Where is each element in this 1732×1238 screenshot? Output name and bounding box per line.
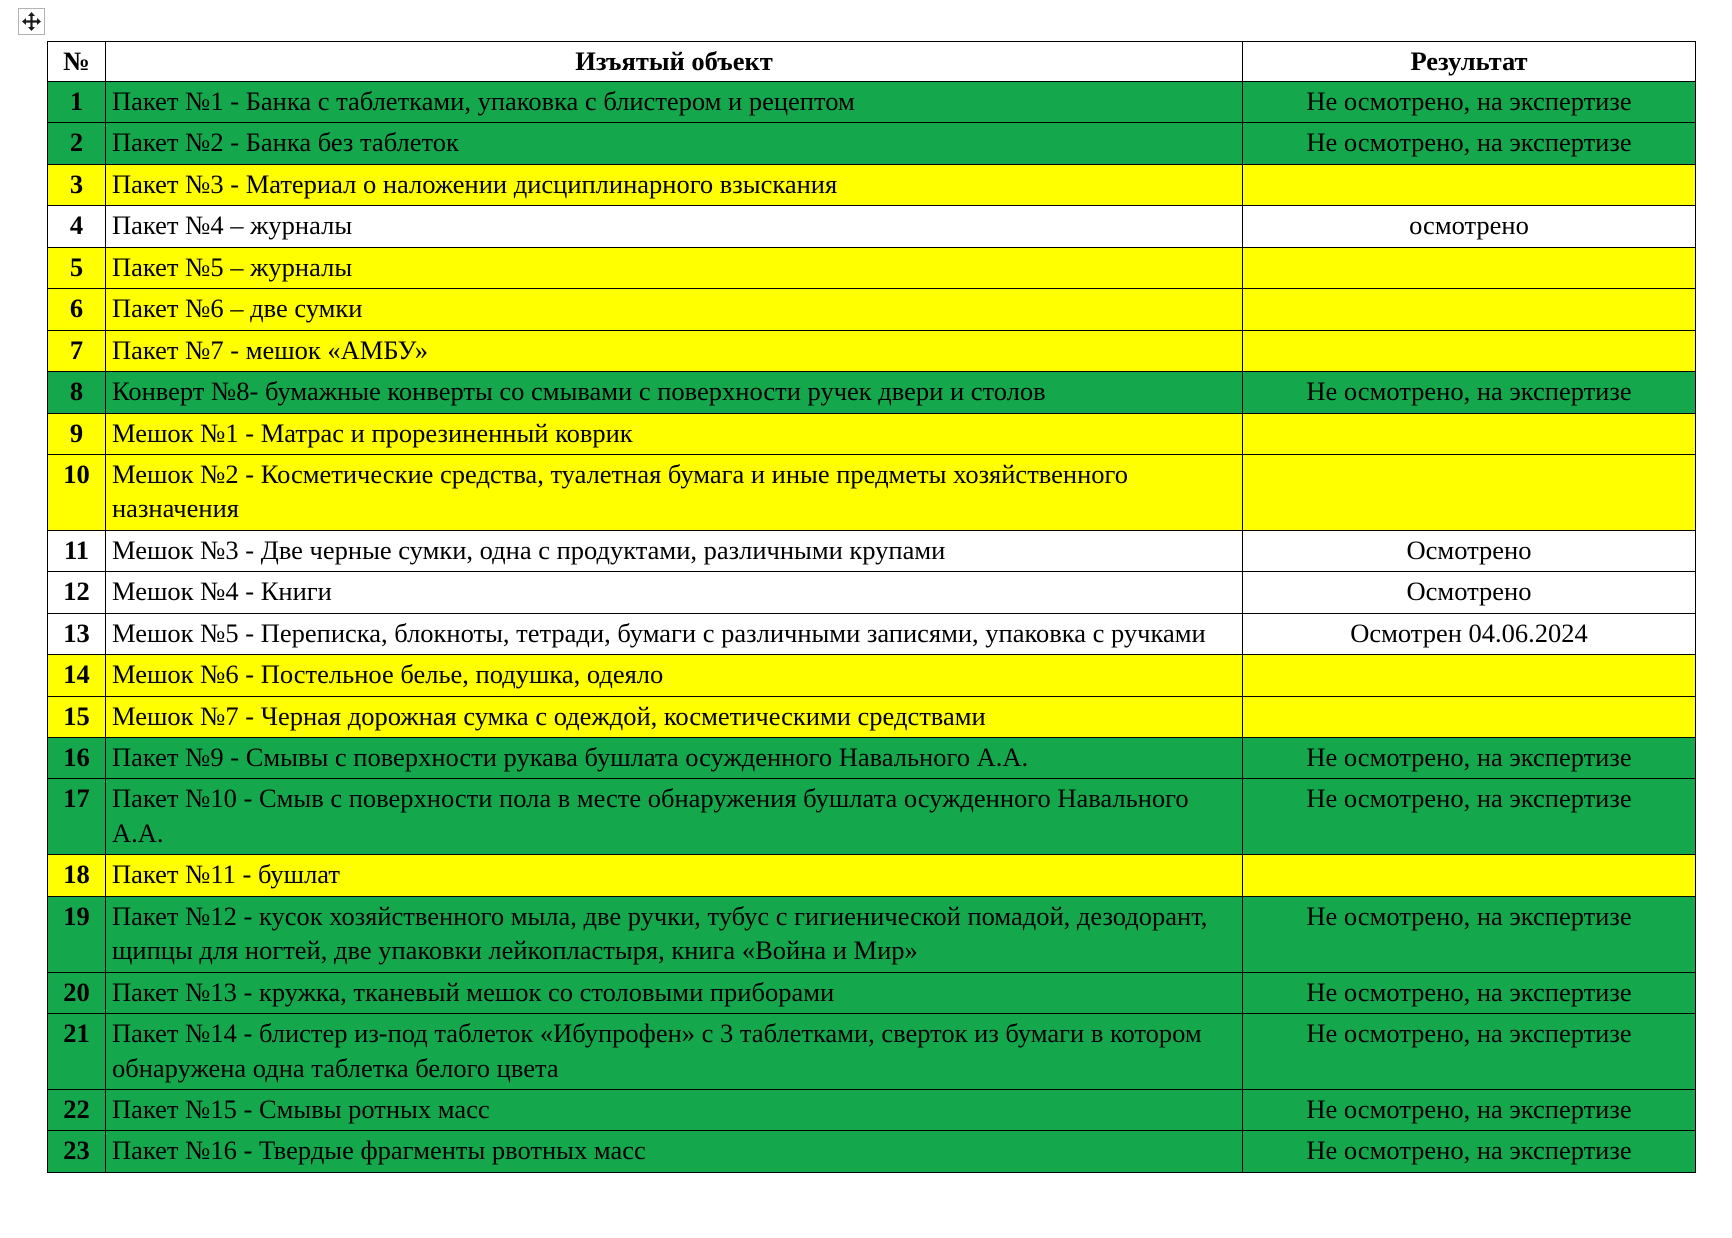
evidence-table-container bbox=[47, 41, 1695, 1173]
evidence-table bbox=[47, 41, 1696, 1173]
cell-object: Пакет №4 – журналы bbox=[106, 206, 1243, 247]
table-row bbox=[48, 1014, 1696, 1090]
cell-result: Не осмотрено, на экспертизе bbox=[1243, 1089, 1696, 1130]
column-header-object: Изъятый объект bbox=[106, 42, 1243, 82]
table-row bbox=[48, 247, 1696, 288]
cell-object: Пакет №16 - Твердые фрагменты рвотных масс bbox=[106, 1131, 1243, 1172]
table-row bbox=[48, 696, 1696, 737]
cell-num: 7 bbox=[48, 330, 106, 371]
cell-object: Мешок №7 - Черная дорожная сумка с одеждой, косметическими средствами bbox=[106, 696, 1243, 737]
table-row bbox=[48, 738, 1696, 779]
cell-num: 14 bbox=[48, 655, 106, 696]
cell-num: 12 bbox=[48, 572, 106, 613]
cell-object: Пакет №14 - блистер из-под таблеток «Ибупрофен» с 3 таблетками, сверток из бумаги в котором обнаружена одна таблетка белого цвета bbox=[106, 1014, 1243, 1090]
cell-result: осмотрено bbox=[1243, 206, 1696, 247]
cell-result: Не осмотрено, на экспертизе bbox=[1243, 738, 1696, 779]
cell-result: Не осмотрено, на экспертизе bbox=[1243, 1014, 1696, 1090]
cell-result: Осмотрен 04.06.2024 bbox=[1243, 613, 1696, 654]
cell-result bbox=[1243, 855, 1696, 896]
cell-num: 3 bbox=[48, 164, 106, 205]
cell-result: Не осмотрено, на экспертизе bbox=[1243, 779, 1696, 855]
cell-object: Пакет №15 - Смывы ротных масс bbox=[106, 1089, 1243, 1130]
cell-result: Осмотрено bbox=[1243, 530, 1696, 571]
cell-result: Не осмотрено, на экспертизе bbox=[1243, 1131, 1696, 1172]
cell-num: 23 bbox=[48, 1131, 106, 1172]
cell-object: Пакет №5 – журналы bbox=[106, 247, 1243, 288]
cell-num: 15 bbox=[48, 696, 106, 737]
cell-result: Не осмотрено, на экспертизе bbox=[1243, 372, 1696, 413]
table-row bbox=[48, 289, 1696, 330]
cell-object: Пакет №1 - Банка с таблетками, упаковка с блистером и рецептом bbox=[106, 82, 1243, 123]
table-row bbox=[48, 572, 1696, 613]
cell-result bbox=[1243, 247, 1696, 288]
cell-object: Мешок №3 - Две черные сумки, одна с продуктами, различными крупами bbox=[106, 530, 1243, 571]
cell-num: 1 bbox=[48, 82, 106, 123]
cell-object: Пакет №12 - кусок хозяйственного мыла, две ручки, тубус с гигиенической помадой, дезодорант, щипцы для ногтей, две упаковки лейкопластыря, книга «Война и Мир» bbox=[106, 896, 1243, 972]
table-row bbox=[48, 454, 1696, 530]
cell-object: Пакет №11 - бушлат bbox=[106, 855, 1243, 896]
table-row bbox=[48, 206, 1696, 247]
cell-num: 21 bbox=[48, 1014, 106, 1090]
cell-object: Конверт №8- бумажные конверты со смывами с поверхности ручек двери и столов bbox=[106, 372, 1243, 413]
cell-result bbox=[1243, 454, 1696, 530]
cell-num: 11 bbox=[48, 530, 106, 571]
table-row bbox=[48, 855, 1696, 896]
cell-result: Не осмотрено, на экспертизе bbox=[1243, 123, 1696, 164]
cell-num: 19 bbox=[48, 896, 106, 972]
cell-num: 13 bbox=[48, 613, 106, 654]
table-row bbox=[48, 1089, 1696, 1130]
table-body bbox=[48, 82, 1696, 1173]
column-header-result: Результат bbox=[1243, 42, 1696, 82]
cell-object: Пакет №7 - мешок «АМБУ» bbox=[106, 330, 1243, 371]
cell-result bbox=[1243, 164, 1696, 205]
table-row bbox=[48, 330, 1696, 371]
table-row bbox=[48, 1131, 1696, 1172]
cell-num: 10 bbox=[48, 454, 106, 530]
table-header bbox=[48, 42, 1696, 82]
cell-num: 17 bbox=[48, 779, 106, 855]
cell-object: Пакет №3 - Материал о наложении дисциплинарного взыскания bbox=[106, 164, 1243, 205]
cell-object: Мешок №5 - Переписка, блокноты, тетради, бумаги с различными записями, упаковка с ручками bbox=[106, 613, 1243, 654]
cell-num: 9 bbox=[48, 413, 106, 454]
cell-num: 8 bbox=[48, 372, 106, 413]
cell-num: 18 bbox=[48, 855, 106, 896]
cell-object: Мешок №4 - Книги bbox=[106, 572, 1243, 613]
cell-result: Не осмотрено, на экспертизе bbox=[1243, 972, 1696, 1013]
table-row bbox=[48, 164, 1696, 205]
header-row bbox=[48, 42, 1696, 82]
cell-result: Не осмотрено, на экспертизе bbox=[1243, 82, 1696, 123]
cell-num: 5 bbox=[48, 247, 106, 288]
table-row bbox=[48, 779, 1696, 855]
cell-object: Пакет №10 - Смыв с поверхности пола в месте обнаружения бушлата осужденного Навального А.А. bbox=[106, 779, 1243, 855]
cell-result bbox=[1243, 655, 1696, 696]
cell-object: Мешок №6 - Постельное белье, подушка, одеяло bbox=[106, 655, 1243, 696]
cell-result bbox=[1243, 289, 1696, 330]
cell-result bbox=[1243, 330, 1696, 371]
table-row bbox=[48, 82, 1696, 123]
table-row bbox=[48, 972, 1696, 1013]
cell-result bbox=[1243, 413, 1696, 454]
column-header-num: № bbox=[48, 42, 106, 82]
cell-object: Пакет №9 - Смывы с поверхности рукава бушлата осужденного Навального А.А. bbox=[106, 738, 1243, 779]
table-row bbox=[48, 896, 1696, 972]
table-row bbox=[48, 413, 1696, 454]
cell-num: 2 bbox=[48, 123, 106, 164]
table-row bbox=[48, 372, 1696, 413]
cell-num: 22 bbox=[48, 1089, 106, 1130]
cell-result: Не осмотрено, на экспертизе bbox=[1243, 896, 1696, 972]
cell-object: Мешок №1 - Матрас и прорезиненный коврик bbox=[106, 413, 1243, 454]
cell-object: Пакет №6 – две сумки bbox=[106, 289, 1243, 330]
cell-num: 4 bbox=[48, 206, 106, 247]
cell-num: 6 bbox=[48, 289, 106, 330]
cell-object: Пакет №13 - кружка, тканевый мешок со столовыми приборами bbox=[106, 972, 1243, 1013]
cell-object: Мешок №2 - Косметические средства, туалетная бумага и иные предметы хозяйственного назначения bbox=[106, 454, 1243, 530]
cell-object: Пакет №2 - Банка без таблеток bbox=[106, 123, 1243, 164]
cell-result: Осмотрено bbox=[1243, 572, 1696, 613]
cell-num: 20 bbox=[48, 972, 106, 1013]
table-row bbox=[48, 613, 1696, 654]
table-row bbox=[48, 123, 1696, 164]
table-row bbox=[48, 530, 1696, 571]
cell-num: 16 bbox=[48, 738, 106, 779]
cell-result bbox=[1243, 696, 1696, 737]
table-move-handle-icon[interactable] bbox=[18, 8, 45, 35]
table-row bbox=[48, 655, 1696, 696]
